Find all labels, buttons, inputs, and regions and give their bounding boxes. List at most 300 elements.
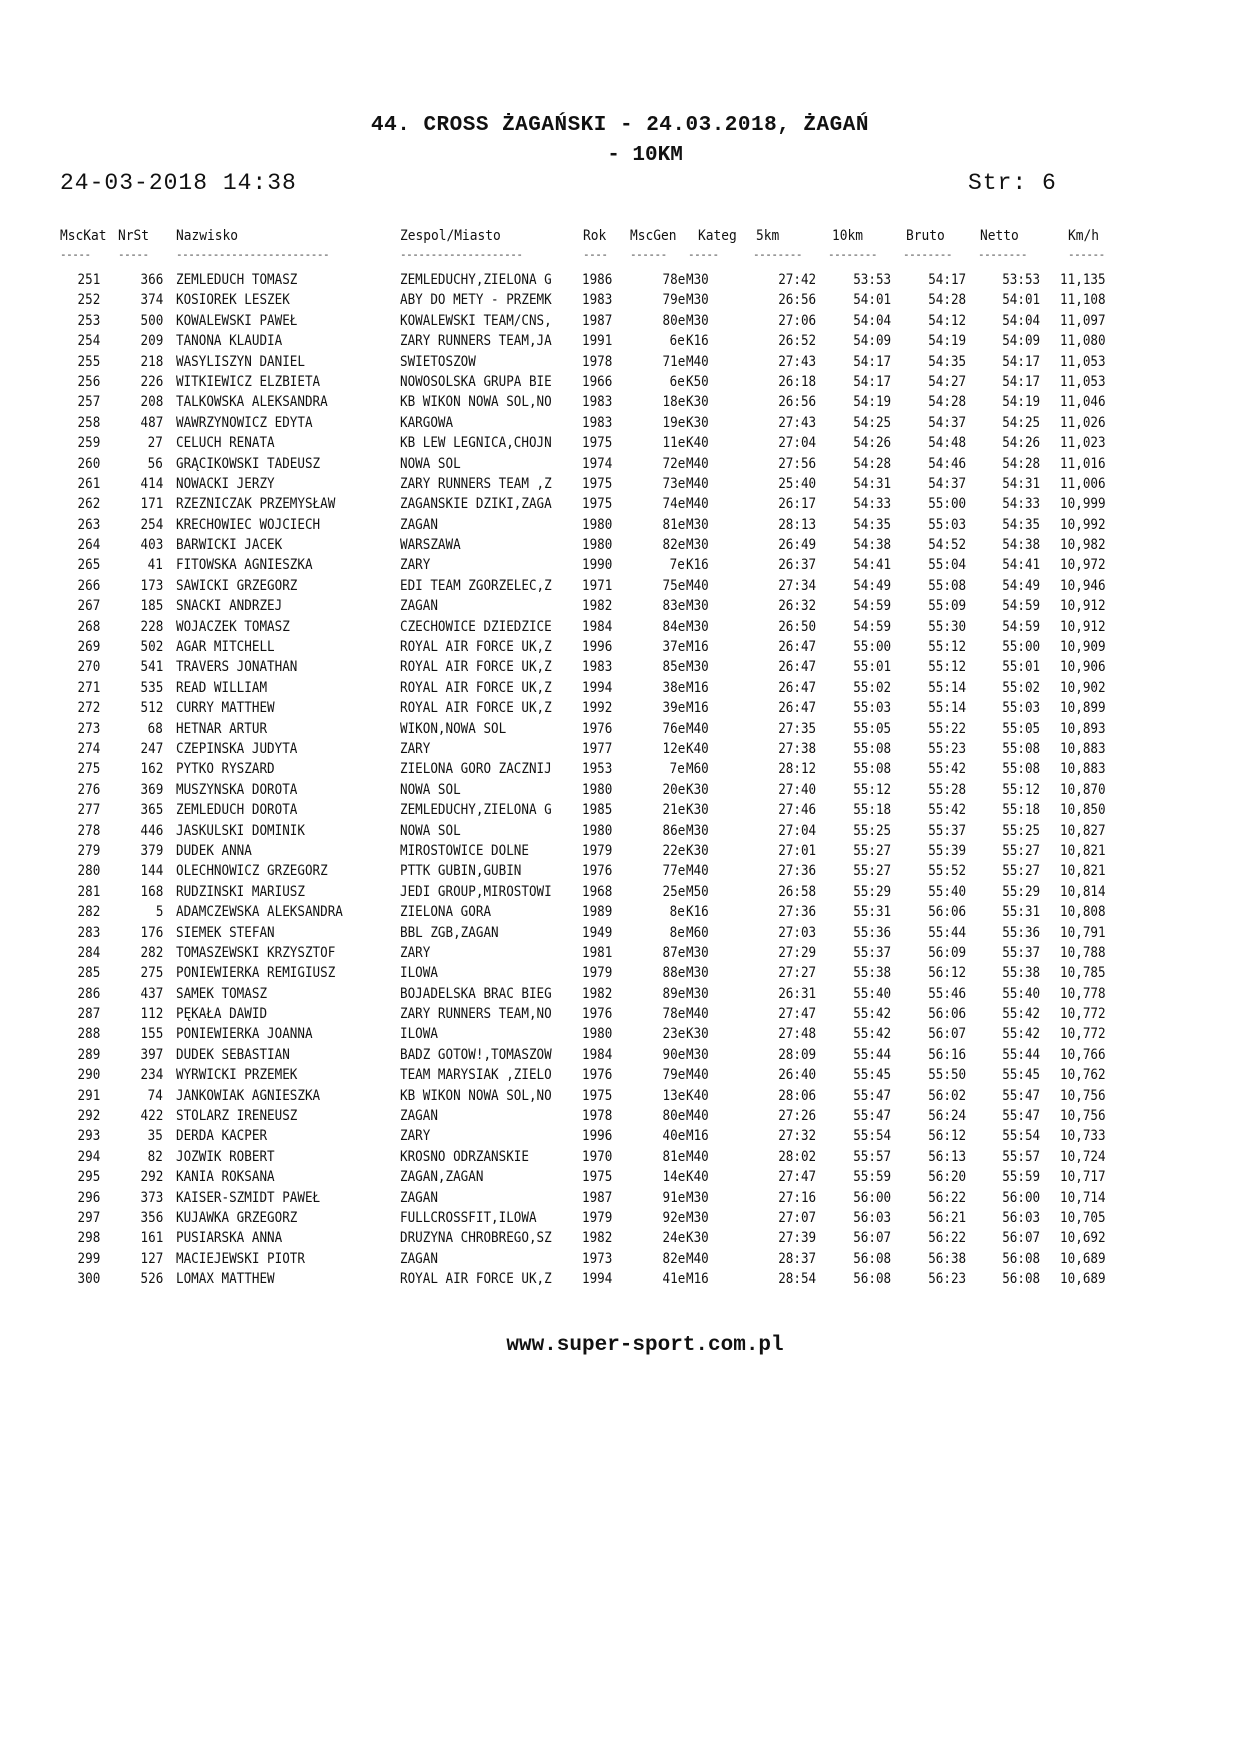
cell-gross: 55:42 — [928, 802, 966, 819]
cell-club: ZIELONA GORO ZACZNIJ — [400, 761, 552, 778]
cell-name: KOWALEWSKI PAWEŁ — [176, 312, 298, 329]
cell-rank: 285 — [77, 965, 100, 982]
cell-time-10km: 55:59 — [853, 1169, 891, 1186]
cell-speed: 10,724 — [1060, 1148, 1106, 1165]
cell-split-5km: 26:47 — [778, 700, 816, 717]
results-table — [0, 270, 1240, 1290]
cell-bib: 379 — [140, 842, 163, 859]
cell-name: KUJAWKA GRZEGORZ — [176, 1209, 298, 1226]
cell-club: ROYAL AIR FORCE UK,Z — [400, 639, 552, 656]
cell-name: CELUCH RENATA — [176, 435, 275, 452]
cell-name: OLECHNOWICZ GRZEGORZ — [176, 863, 328, 880]
cell-club: DRUZYNA CHROBREGO,SZ — [400, 1230, 552, 1247]
cell-gross: 54:37 — [928, 475, 966, 492]
cell-time-10km: 54:38 — [853, 537, 891, 554]
cell-split-5km: 27:56 — [778, 455, 816, 472]
table-row — [0, 1167, 1240, 1187]
cell-name: TRAVERS JONATHAN — [176, 659, 298, 676]
cell-rank: 283 — [77, 924, 100, 941]
cell-gen-place: 41e — [662, 1271, 685, 1288]
cell-split-5km: 28:09 — [778, 1046, 816, 1063]
cell-time-10km: 55:31 — [853, 904, 891, 921]
cell-gen-place: 82e — [662, 1250, 685, 1267]
cell-year: 1991 — [582, 333, 613, 350]
cell-rank: 265 — [77, 557, 100, 574]
page-title: 44. CROSS ŻAGAŃSKI - 24.03.2018, ŻAGAŃ — [371, 114, 869, 137]
cell-name: SAMEK TOMASZ — [176, 985, 268, 1002]
cell-gen-place: 90e — [662, 1046, 685, 1063]
cell-rank: 258 — [77, 414, 100, 431]
cell-rank: 280 — [77, 863, 100, 880]
column-header-speed: Km/h — [1068, 228, 1100, 244]
cell-net: 55:03 — [1002, 700, 1040, 717]
cell-split-5km: 27:46 — [778, 802, 816, 819]
cell-split-5km: 26:49 — [778, 537, 816, 554]
cell-rank: 277 — [77, 802, 100, 819]
cell-split-5km: 27:16 — [778, 1189, 816, 1206]
cell-year: 1987 — [582, 1189, 613, 1206]
cell-year: 1966 — [582, 373, 613, 390]
table-row — [0, 861, 1240, 881]
cell-bib: 422 — [140, 1108, 163, 1125]
cell-year: 1980 — [582, 822, 613, 839]
table-row — [0, 739, 1240, 759]
cell-split-5km: 25:40 — [778, 475, 816, 492]
cell-name: JOZWIK ROBERT — [176, 1148, 275, 1165]
cell-category: M40 — [686, 720, 709, 737]
cell-category: M60 — [686, 924, 709, 941]
cell-time-10km: 54:49 — [853, 577, 891, 594]
cell-split-5km: 28:54 — [778, 1271, 816, 1288]
cell-split-5km: 28:13 — [778, 516, 816, 533]
cell-net: 55:31 — [1002, 904, 1040, 921]
cell-rank: 295 — [77, 1169, 100, 1186]
cell-gross: 55:28 — [928, 781, 966, 798]
cell-gen-place: 75e — [662, 577, 685, 594]
cell-gen-place: 84e — [662, 618, 685, 635]
cell-gen-place: 73e — [662, 475, 685, 492]
cell-time-10km: 54:04 — [853, 312, 891, 329]
cell-gen-place: 8e — [669, 924, 685, 941]
cell-gross: 54:48 — [928, 435, 966, 452]
cell-club: MIROSTOWICE DOLNE — [400, 842, 529, 859]
cell-gen-place: 7e — [669, 761, 685, 778]
cell-name: BARWICKI JACEK — [176, 537, 283, 554]
cell-bib: 173 — [140, 577, 163, 594]
cell-gen-place: 88e — [662, 965, 685, 982]
header-rule-bib: ----- — [118, 248, 149, 261]
table-row — [0, 678, 1240, 698]
cell-gen-place: 14e — [662, 1169, 685, 1186]
cell-gen-place: 91e — [662, 1189, 685, 1206]
cell-bib: 374 — [140, 292, 163, 309]
cell-gross: 56:07 — [928, 1026, 966, 1043]
cell-club: SWIETOSZOW — [400, 353, 476, 370]
cell-category: M30 — [686, 598, 709, 615]
cell-name: KOSIOREK LESZEK — [176, 292, 290, 309]
cell-name: NOWACKI JERZY — [176, 475, 275, 492]
cell-year: 1976 — [582, 1006, 613, 1023]
cell-split-5km: 26:32 — [778, 598, 816, 615]
cell-net: 55:01 — [1002, 659, 1040, 676]
cell-gross: 55:37 — [928, 822, 966, 839]
cell-name: PYTKO RYSZARD — [176, 761, 275, 778]
table-row — [0, 454, 1240, 474]
cell-bib: 275 — [140, 965, 163, 982]
cell-year: 1996 — [582, 639, 613, 656]
cell-name: WOJACZEK TOMASZ — [176, 618, 290, 635]
cell-gross: 54:28 — [928, 394, 966, 411]
cell-bib: 292 — [140, 1169, 163, 1186]
cell-split-5km: 26:40 — [778, 1067, 816, 1084]
cell-name: WITKIEWICZ ELZBIETA — [176, 373, 321, 390]
header-rule-name: ------------------------- — [176, 248, 330, 261]
cell-gen-place: 40e — [662, 1128, 685, 1145]
cell-club: ZARY — [400, 557, 431, 574]
cell-year: 1978 — [582, 1108, 613, 1125]
cell-rank: 263 — [77, 516, 100, 533]
cell-split-5km: 27:36 — [778, 904, 816, 921]
cell-year: 1971 — [582, 577, 613, 594]
cell-year: 1976 — [582, 863, 613, 880]
cell-club: ZEMLEDUCHY,ZIELONA G — [400, 802, 552, 819]
cell-net: 54:17 — [1002, 373, 1040, 390]
cell-split-5km: 27:27 — [778, 965, 816, 982]
cell-split-5km: 28:02 — [778, 1148, 816, 1165]
cell-category: M30 — [686, 659, 709, 676]
cell-split-5km: 27:43 — [778, 353, 816, 370]
cell-speed: 10,808 — [1060, 904, 1106, 921]
cell-club: ILOWA — [400, 965, 438, 982]
cell-name: TANONA KLAUDIA — [176, 333, 283, 350]
table-row — [0, 270, 1240, 290]
table-row — [0, 413, 1240, 433]
cell-rank: 287 — [77, 1006, 100, 1023]
table-row — [0, 494, 1240, 514]
cell-split-5km: 27:43 — [778, 414, 816, 431]
cell-club: ZEMLEDUCHY,ZIELONA G — [400, 272, 552, 288]
cell-net: 54:01 — [1002, 292, 1040, 309]
cell-club: ZAGAN,ZAGAN — [400, 1169, 484, 1186]
cell-gen-place: 8e — [669, 904, 685, 921]
cell-bib: 487 — [140, 414, 163, 431]
cell-category: M30 — [686, 292, 709, 309]
cell-bib: 535 — [140, 679, 163, 696]
cell-name: JANKOWIAK AGNIESZKA — [176, 1087, 321, 1104]
cell-speed: 10,893 — [1060, 720, 1106, 737]
cell-bib: 185 — [140, 598, 163, 615]
cell-time-10km: 55:03 — [853, 700, 891, 717]
cell-split-5km: 27:47 — [778, 1006, 816, 1023]
cell-year: 1992 — [582, 700, 613, 717]
cell-split-5km: 26:47 — [778, 659, 816, 676]
cell-speed: 10,756 — [1060, 1087, 1106, 1104]
cell-rank: 256 — [77, 373, 100, 390]
table-row — [0, 331, 1240, 351]
cell-bib: 74 — [147, 1087, 163, 1104]
cell-time-10km: 56:03 — [853, 1209, 891, 1226]
cell-gross: 55:14 — [928, 700, 966, 717]
cell-speed: 10,692 — [1060, 1230, 1106, 1247]
table-row — [0, 474, 1240, 494]
cell-year: 1974 — [582, 455, 613, 472]
cell-split-5km: 27:35 — [778, 720, 816, 737]
cell-year: 1985 — [582, 802, 613, 819]
cell-gross: 55:08 — [928, 577, 966, 594]
cell-time-10km: 55:57 — [853, 1148, 891, 1165]
cell-split-5km: 27:04 — [778, 822, 816, 839]
cell-bib: 161 — [140, 1230, 163, 1247]
table-row — [0, 1208, 1240, 1228]
cell-split-5km: 26:52 — [778, 333, 816, 350]
cell-bib: 41 — [147, 557, 163, 574]
cell-gen-place: 78e — [662, 1006, 685, 1023]
cell-rank: 289 — [77, 1046, 100, 1063]
column-header-time-10km: 10km — [832, 228, 864, 244]
cell-year: 1975 — [582, 435, 613, 452]
cell-split-5km: 27:01 — [778, 842, 816, 859]
cell-bib: 176 — [140, 924, 163, 941]
cell-time-10km: 54:25 — [853, 414, 891, 431]
cell-net: 54:31 — [1002, 475, 1040, 492]
cell-club: ZAGAN — [400, 598, 438, 615]
cell-net: 55:44 — [1002, 1046, 1040, 1063]
cell-speed: 10,946 — [1060, 577, 1106, 594]
cell-speed: 10,814 — [1060, 883, 1106, 900]
cell-split-5km: 27:38 — [778, 740, 816, 757]
cell-bib: 155 — [140, 1026, 163, 1043]
cell-rank: 261 — [77, 475, 100, 492]
cell-bib: 5 — [155, 904, 163, 921]
cell-net: 55:54 — [1002, 1128, 1040, 1145]
cell-bib: 526 — [140, 1271, 163, 1288]
cell-club: ZAGAN — [400, 1250, 438, 1267]
cell-club: KARGOWA — [400, 414, 454, 431]
cell-gross: 56:38 — [928, 1250, 966, 1267]
cell-club: NOWA SOL — [400, 455, 461, 472]
cell-rank: 274 — [77, 740, 100, 757]
cell-category: K40 — [686, 435, 709, 452]
cell-gen-place: 82e — [662, 537, 685, 554]
cell-name: CZEPINSKA JUDYTA — [176, 740, 298, 757]
cell-category: K50 — [686, 373, 709, 390]
cell-gen-place: 37e — [662, 639, 685, 656]
cell-club: ZARY — [400, 1128, 431, 1145]
cell-split-5km: 26:17 — [778, 496, 816, 513]
cell-name: DERDA KACPER — [176, 1128, 268, 1145]
cell-year: 1996 — [582, 1128, 613, 1145]
cell-time-10km: 56:08 — [853, 1271, 891, 1288]
cell-gen-place: 20e — [662, 781, 685, 798]
page-subtitle: - 10KM — [607, 144, 683, 167]
cell-gross: 55:14 — [928, 679, 966, 696]
cell-category: K30 — [686, 842, 709, 859]
cell-split-5km: 26:58 — [778, 883, 816, 900]
cell-time-10km: 55:37 — [853, 944, 891, 961]
cell-gen-place: 81e — [662, 516, 685, 533]
cell-gen-place: 24e — [662, 1230, 685, 1247]
cell-split-5km: 26:56 — [778, 394, 816, 411]
cell-club: NOWA SOL — [400, 781, 461, 798]
header-rule-club: -------------------- — [400, 248, 523, 261]
table-row — [0, 698, 1240, 718]
cell-net: 53:53 — [1002, 272, 1040, 288]
cell-time-10km: 54:59 — [853, 618, 891, 635]
cell-split-5km: 27:03 — [778, 924, 816, 941]
cell-speed: 10,870 — [1060, 781, 1106, 798]
cell-bib: 208 — [140, 394, 163, 411]
header-rule-gross: -------- — [903, 248, 952, 261]
cell-category: M30 — [686, 944, 709, 961]
cell-time-10km: 55:29 — [853, 883, 891, 900]
cell-club: TEAM MARYSIAK ,ZIELO — [400, 1067, 552, 1084]
cell-year: 1977 — [582, 740, 613, 757]
cell-speed: 10,992 — [1060, 516, 1106, 533]
column-header-net: Netto — [980, 228, 1019, 244]
cell-speed: 10,733 — [1060, 1128, 1106, 1145]
cell-category: M16 — [686, 1128, 709, 1145]
cell-club: BBL ZGB,ZAGAN — [400, 924, 499, 941]
cell-bib: 35 — [147, 1128, 163, 1145]
table-row — [0, 352, 1240, 372]
cell-time-10km: 53:53 — [853, 272, 891, 288]
cell-gross: 54:12 — [928, 312, 966, 329]
cell-year: 1973 — [582, 1250, 613, 1267]
cell-bib: 282 — [140, 944, 163, 961]
cell-bib: 373 — [140, 1189, 163, 1206]
cell-club: ZARY RUNNERS TEAM ,Z — [400, 475, 552, 492]
cell-split-5km: 26:47 — [778, 679, 816, 696]
cell-gross: 56:20 — [928, 1169, 966, 1186]
cell-speed: 10,772 — [1060, 1026, 1106, 1043]
cell-speed: 10,714 — [1060, 1189, 1106, 1206]
cell-net: 55:59 — [1002, 1169, 1040, 1186]
cell-year: 1994 — [582, 679, 613, 696]
cell-time-10km: 55:42 — [853, 1026, 891, 1043]
cell-gen-place: 12e — [662, 740, 685, 757]
cell-name: TALKOWSKA ALEKSANDRA — [176, 394, 328, 411]
cell-net: 54:41 — [1002, 557, 1040, 574]
cell-speed: 10,982 — [1060, 537, 1106, 554]
cell-rank: 268 — [77, 618, 100, 635]
header-rule-year: ---- — [583, 248, 608, 261]
table-row — [0, 657, 1240, 677]
cell-year: 1982 — [582, 1230, 613, 1247]
cell-year: 1975 — [582, 1087, 613, 1104]
cell-category: M30 — [686, 965, 709, 982]
cell-name: KANIA ROKSANA — [176, 1169, 275, 1186]
cell-time-10km: 54:17 — [853, 373, 891, 390]
cell-rank: 267 — [77, 598, 100, 615]
cell-gross: 56:21 — [928, 1209, 966, 1226]
cell-speed: 10,972 — [1060, 557, 1106, 574]
cell-speed: 10,821 — [1060, 863, 1106, 880]
cell-time-10km: 55:05 — [853, 720, 891, 737]
cell-category: K30 — [686, 781, 709, 798]
cell-time-10km: 54:28 — [853, 455, 891, 472]
cell-category: M40 — [686, 1148, 709, 1165]
cell-club: ZAGAN — [400, 516, 438, 533]
cell-gen-place: 19e — [662, 414, 685, 431]
cell-net: 54:59 — [1002, 618, 1040, 635]
cell-bib: 144 — [140, 863, 163, 880]
cell-category: M30 — [686, 1189, 709, 1206]
cell-gross: 56:23 — [928, 1271, 966, 1288]
cell-year: 1983 — [582, 292, 613, 309]
cell-split-5km: 27:42 — [778, 272, 816, 288]
cell-time-10km: 55:38 — [853, 965, 891, 982]
cell-gross: 54:17 — [928, 272, 966, 288]
cell-name: ZEMLEDUCH DOROTA — [176, 802, 298, 819]
table-header-rule — [0, 248, 1240, 260]
table-row — [0, 372, 1240, 392]
cell-speed: 10,689 — [1060, 1271, 1106, 1288]
cell-time-10km: 54:41 — [853, 557, 891, 574]
cell-gen-place: 76e — [662, 720, 685, 737]
cell-name: GRĄCIKOWSKI TADEUSZ — [176, 455, 321, 472]
cell-category: M30 — [686, 312, 709, 329]
cell-club: BADZ GOTOW!,TOMASZOW — [400, 1046, 552, 1063]
cell-club: ZARY — [400, 740, 431, 757]
cell-gross: 55:03 — [928, 516, 966, 533]
cell-name: LOMAX MATTHEW — [176, 1271, 275, 1288]
cell-year: 1975 — [582, 496, 613, 513]
cell-gen-place: 74e — [662, 496, 685, 513]
cell-time-10km: 54:09 — [853, 333, 891, 350]
table-row — [0, 1106, 1240, 1126]
cell-speed: 10,906 — [1060, 659, 1106, 676]
cell-gross: 56:06 — [928, 904, 966, 921]
cell-net: 55:05 — [1002, 720, 1040, 737]
cell-name: HETNAR ARTUR — [176, 720, 268, 737]
cell-gen-place: 7e — [669, 557, 685, 574]
cell-rank: 266 — [77, 577, 100, 594]
cell-gross: 55:00 — [928, 496, 966, 513]
cell-time-10km: 54:35 — [853, 516, 891, 533]
cell-speed: 10,788 — [1060, 944, 1106, 961]
cell-time-10km: 55:12 — [853, 781, 891, 798]
cell-name: KAISER-SZMIDT PAWEŁ — [176, 1189, 321, 1206]
cell-speed: 11,097 — [1060, 312, 1106, 329]
cell-bib: 254 — [140, 516, 163, 533]
cell-category: M40 — [686, 577, 709, 594]
cell-club: ABY DO METY - PRZEMK — [400, 292, 552, 309]
cell-name: SAWICKI GRZEGORZ — [176, 577, 298, 594]
cell-split-5km: 27:48 — [778, 1026, 816, 1043]
cell-rank: 273 — [77, 720, 100, 737]
cell-year: 1981 — [582, 944, 613, 961]
cell-club: JEDI GROUP,MIROSTOWI — [400, 883, 552, 900]
table-row — [0, 617, 1240, 637]
cell-gross: 54:52 — [928, 537, 966, 554]
table-row — [0, 596, 1240, 616]
cell-name: TOMASZEWSKI KRZYSZTOF — [176, 944, 336, 961]
cell-club: ZAGANSKIE DZIKI,ZAGA — [400, 496, 552, 513]
cell-category: M30 — [686, 618, 709, 635]
cell-time-10km: 55:08 — [853, 761, 891, 778]
header-rule-gen-place: ------ — [630, 248, 667, 261]
cell-speed: 10,766 — [1060, 1046, 1106, 1063]
cell-bib: 162 — [140, 761, 163, 778]
cell-time-10km: 54:17 — [853, 353, 891, 370]
column-header-bib: NrSt — [118, 228, 150, 244]
cell-time-10km: 55:42 — [853, 1006, 891, 1023]
cell-gross: 54:28 — [928, 292, 966, 309]
cell-speed: 11,080 — [1060, 333, 1106, 350]
cell-category: M30 — [686, 1209, 709, 1226]
cell-net: 54:59 — [1002, 598, 1040, 615]
cell-category: K16 — [686, 904, 709, 921]
